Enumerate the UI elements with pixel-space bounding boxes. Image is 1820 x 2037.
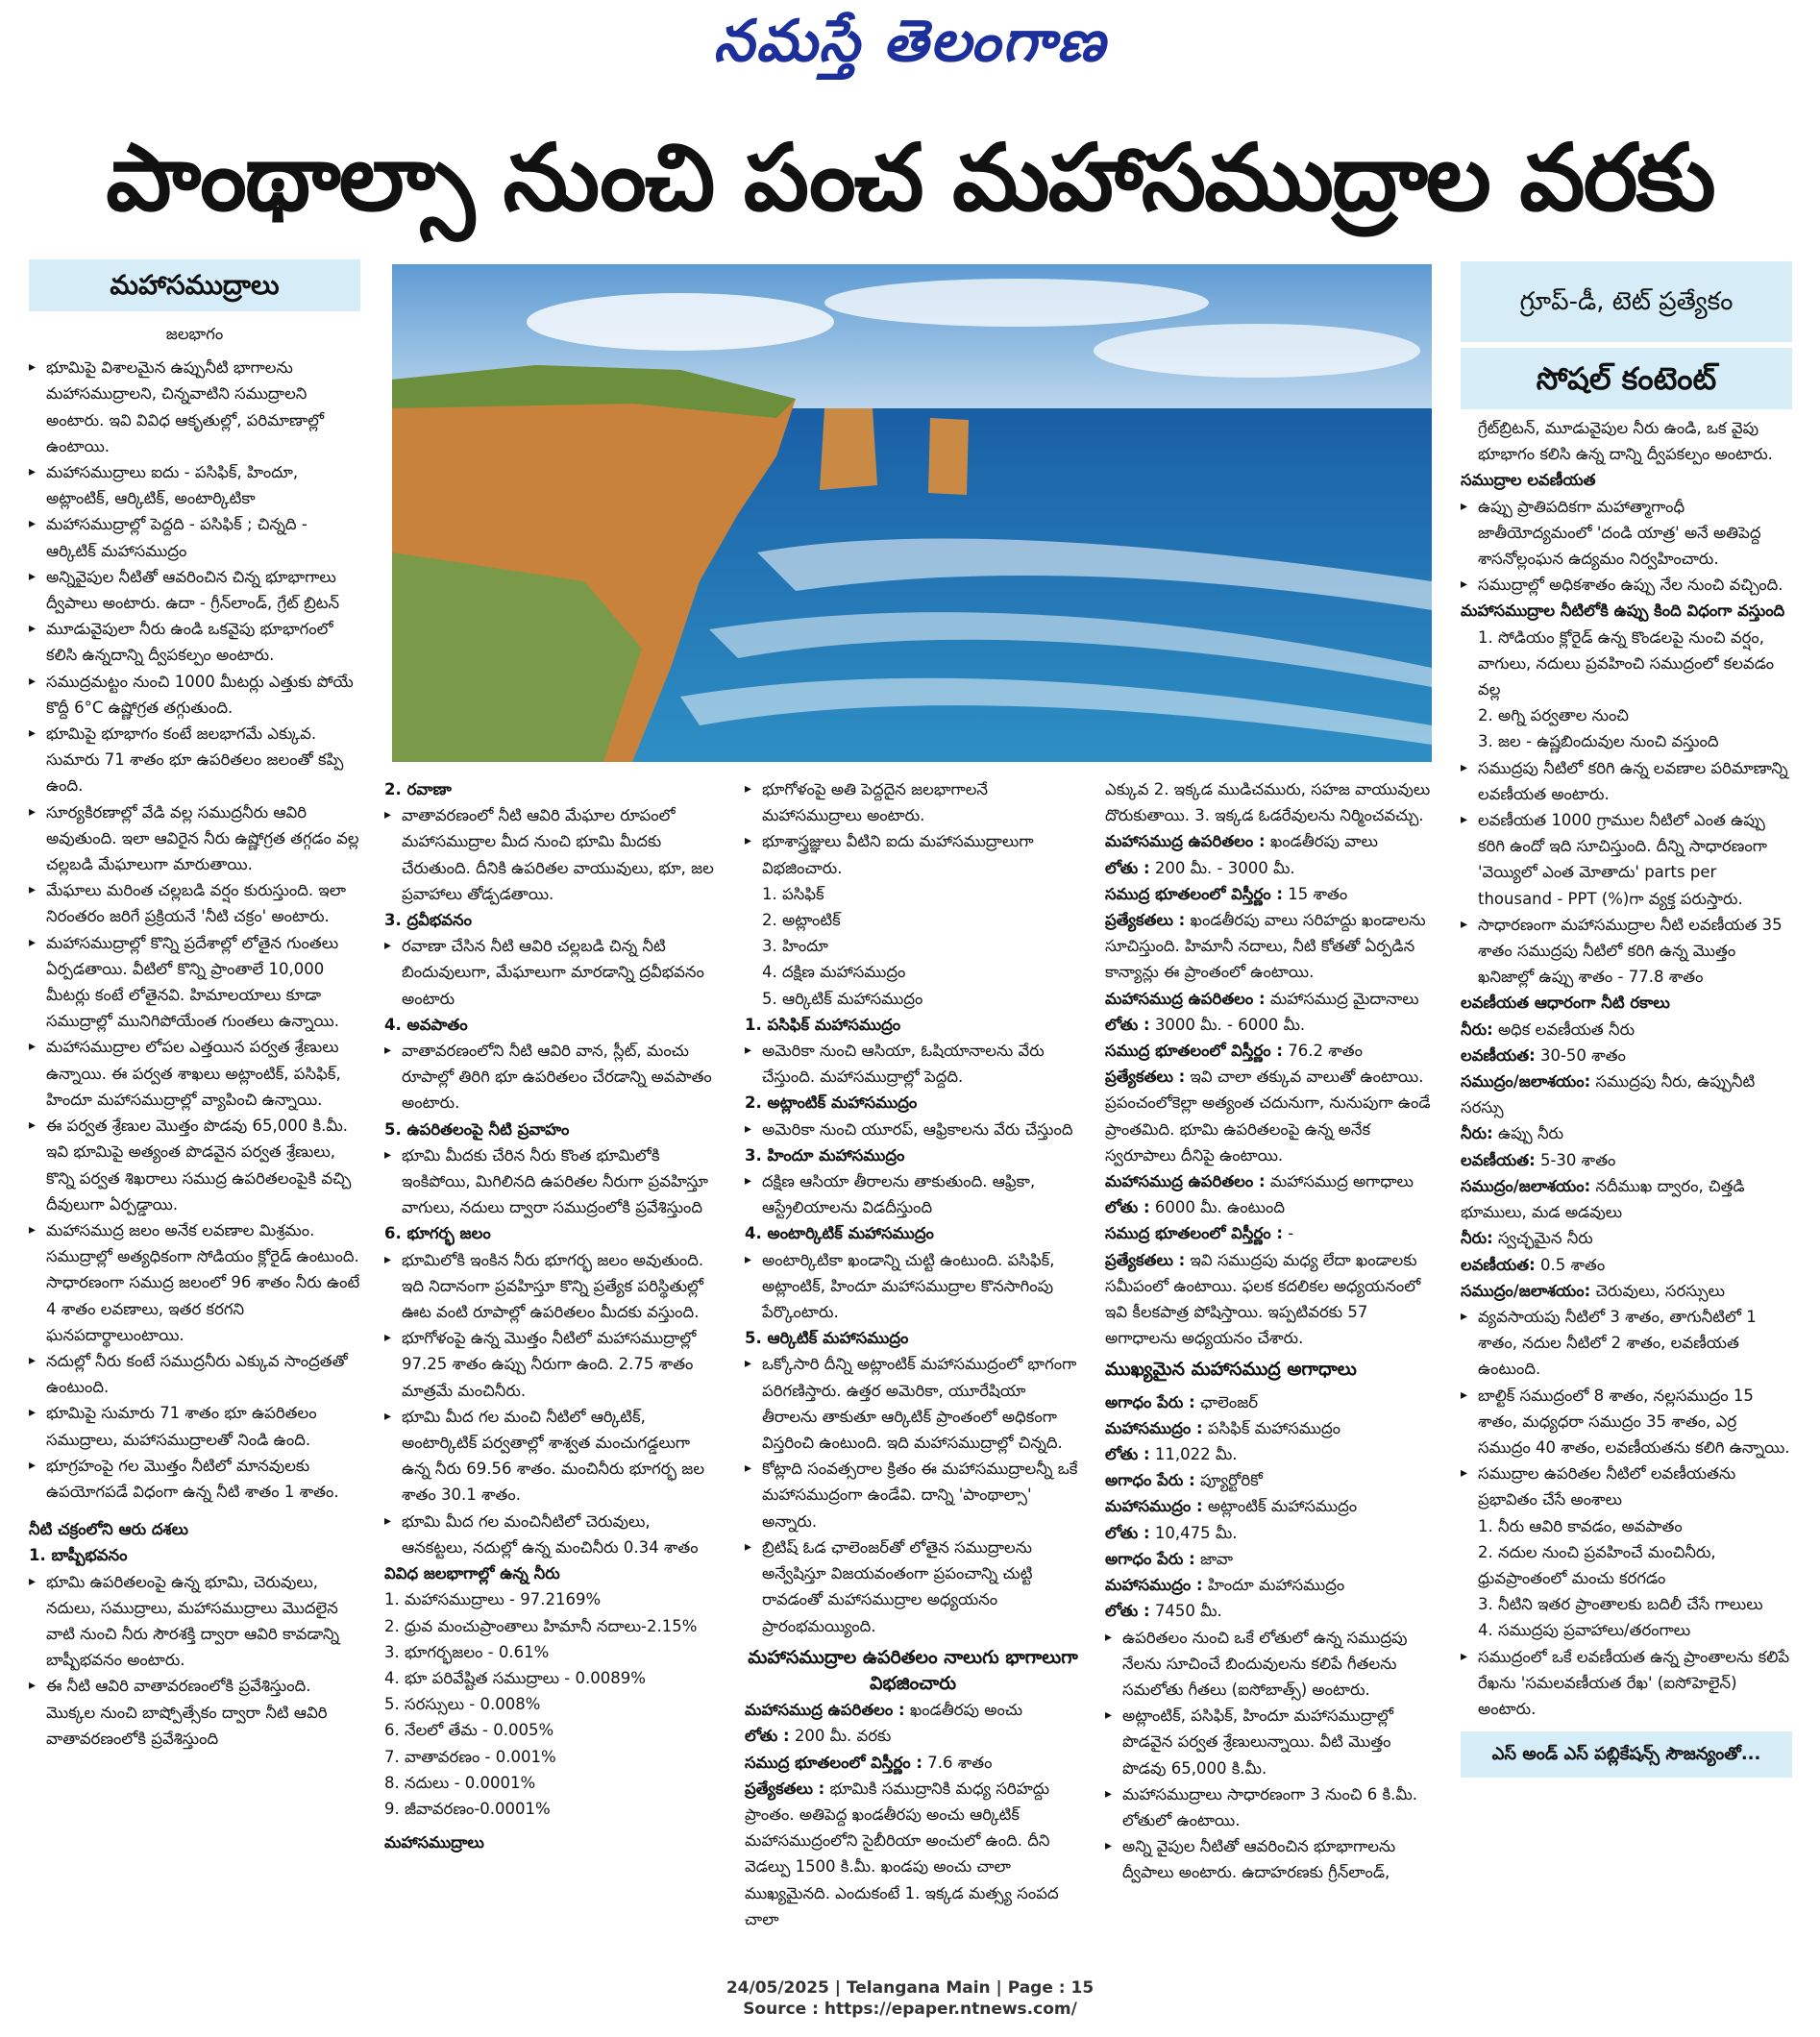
trench-row-value: ఇవి సముద్రపు మధ్య లేదా ఖండాలకు సమీపంలో ఉంటాయి. ఫలక కదలికల అధ్యయనంలో ఇవి కీలకపాత్ర పోషిస్తాయి. ఇప్పటివరకు 57 అగాధాలను అధ్యయనం చేశారు. (1105, 1250, 1421, 1348)
salinity-fact: ▸ సముద్రపు నీటిలో కరిగి ఉన్న లవణాల పరిమాణాన్ని లవణీయత అంటారు. (1461, 755, 1792, 807)
oceans-list (745, 881, 1081, 1012)
isohaline-note (1461, 1644, 1792, 1723)
trench-value: ఛాలెంజర్ (1199, 1392, 1259, 1411)
slope-row-value: ఖండతీరపు వాలు (1269, 832, 1378, 851)
plain-row-value: మహాసముద్ర మైదానాలు (1269, 989, 1419, 1008)
extra-item: ▸ బ్రిటిష్ ఓడ ఛాలెంజర్‌తో లోతైన సముద్రాలను అన్వేషిస్తూ విజయవంతంగా ప్రపంచాన్ని చుట్టి రావడంతో మహాసముద్రాల అధ్యయనం ప్రారంభమయ్యింది. (745, 1534, 1081, 1639)
shelf-row-label: లోతు : (745, 1727, 790, 1746)
col4-item: ▸ అన్ని వైపుల నీటితో ఆవరించిన భూభాగాలను ద్వీపాలు అంటారు. ఉదాహరణకు గ్రీన్‌లాండ్, (1105, 1833, 1437, 1885)
ocean-heading: 4. అంటార్కిటిక్ మహాసముద్రం (745, 1224, 934, 1243)
salinity-facts (1461, 755, 1792, 991)
sources-title: మహాసముద్రాల నీటిలోకి ఉప్పు కింది విధంగా వస్తుంది (1461, 601, 1785, 621)
salinity-list (1461, 494, 1792, 599)
slope-row (1105, 881, 1437, 907)
distribution-item: 8. నదులు - 0.0001% (384, 1773, 536, 1792)
type-row-value: సముద్రపు నీరు, ఉప్పునీటి సరస్సు (1461, 1072, 1756, 1117)
stage-heading: 3. ద్రవీభవనం (384, 911, 472, 930)
division-title: మహాసముద్రాల ఉపరితలం నాలుగు భాగాలుగా విభజించారు (748, 1646, 1078, 1694)
trench-value: హిందూ మహాసముద్రం (1207, 1576, 1345, 1595)
headline: పాంథాల్సా నుంచి పంచ మహాసముద్రాల వరకు (106, 124, 1714, 232)
slope-row-label: లోతు : (1105, 858, 1150, 877)
ocean-text: ▸ ఒక్కోసారి దీన్ని అట్లాంటిక్ మహాసముద్రంలో భాగంగా పరిగణిస్తారు. ఉత్తర అమెరికా, యూరేషియా తీరాలను తాకుతూ ఆర్కిటిక్ ప్రాంతంలో అధికంగా విస్తరించి ఉంటుంది. ఇది మహాసముద్రాల్లో చిన్నది. (745, 1351, 1081, 1456)
stage-item: ▸ భూగోళంపై ఉన్న మొత్తం నీటిలో మహాసముద్రాల్లో 97.25 శాతం ఉప్పు నీరుగా ఉంది. 2.75 శాతం మాత్రమే మంచినీరు. (384, 1325, 721, 1404)
trench-title: ముఖ్యమైన మహాసముద్ర అగాధాలు (1105, 1359, 1357, 1381)
cycle-title: నీటి చక్రంలోని ఆరు దశలు (29, 1520, 189, 1539)
left-list-item: ▸ మేఘాలు మరింత చల్లబడి వర్షం కురుస్తుంది. ఇలా నిరంతరం జరిగే ప్రక్రియనే 'నీటి చక్రం' అంటారు. (29, 877, 360, 929)
distribution-item: 1. మహాసముద్రాలు - 97.2169% (384, 1590, 602, 1609)
type-row (1461, 1147, 1792, 1173)
stage1-title: 1. బాష్పీభవనం (29, 1546, 128, 1565)
left-column (29, 259, 360, 1752)
trench-row (1105, 1168, 1437, 1194)
type-row (1461, 1043, 1792, 1068)
section-title: జలభాగం (165, 325, 224, 343)
continental-slope (1105, 828, 1437, 985)
trench-value: ప్యూర్టోరికో (1199, 1471, 1263, 1490)
stage-heading: 6. భూగర్భ జలం (384, 1224, 491, 1243)
ocean-list-item: 4. దక్షిణ మహాసముద్రం (762, 963, 906, 982)
ocean-text: ▸ అమెరికా నుంచి యూరప్, ఆఫ్రికాలను వేరు చేస్తుంది (745, 1117, 1081, 1142)
plain-row (1105, 1012, 1437, 1038)
type-row (1461, 1068, 1792, 1120)
intro-item: ▸ భూశాస్త్రజ్ఞులు వీటిని ఐదు మహాసముద్రాలుగా విభజించారు. (745, 828, 1081, 880)
type-row-value: ఉప్పు నీరు (1497, 1124, 1564, 1143)
left-box-title: మహాసముద్రాలు (29, 259, 360, 311)
stage-heading: 2. రవాణా (384, 780, 452, 798)
oceans-intro (745, 776, 1081, 881)
stage1-list (29, 1569, 360, 1752)
left-list-item: ▸ భూమిపై విశాలమైన ఉప్పునీటి భాగాలను మహాసముద్రాలని, చిన్నవాటిని సముద్రాలని అంటారు. ఇవి వివిధ ఆకృతుల్లో, పరిమాణాల్లో ఉంటాయి. (29, 355, 360, 459)
trench-value: జావా (1199, 1549, 1234, 1568)
slope-row (1105, 855, 1437, 881)
left-list-item: ▸ భూమిపై భూభాగం కంటే జలభాగమే ఎక్కువ. సుమారు 71 శాతం భూ ఉపరితలం జలంతో కప్పి ఉంది. (29, 721, 360, 799)
stage-heading: 4. అవపాతం (384, 1015, 468, 1034)
type-row-label: నీరు: (1461, 1124, 1493, 1143)
trench-detail (1105, 1389, 1437, 1415)
slope-row-label: మహాసముద్ర ఉపరితలం : (1105, 832, 1266, 851)
social-content-box: సోషల్ కంటెంట్ (1461, 348, 1792, 409)
source-item: 1. సోడియం క్లోరైడ్ ఉన్న కొండలపై నుంచి వర్షం, వాగులు, నదులు ప్రవహించి సముద్రంలో కలవడం వల్ల (1478, 627, 1775, 699)
left-list-item: ▸ మహాసముద్రాల్లో పెద్దది - పసిఫిక్ ; చిన్నది - ఆర్కిటిక్ మహాసముద్రం (29, 511, 360, 563)
salinity-item: ▸ ఉప్పు ప్రాతిపదికగా మహాత్మాగాంధీ జాతీయోద్యమంలో 'దండి యాత్ర' అనే అతిపెద్ద శాసనోల్లంఘన ఉద్యమం నిర్వహించారు. (1461, 494, 1792, 573)
shelf-row-value: 7.6 శాతం (927, 1753, 993, 1772)
stage-heading: 5. ఉపరితలంపై నీటి ప్రవాహం (384, 1119, 570, 1139)
plain-row-label: ప్రత్యేకతలు : (1105, 1068, 1186, 1087)
plain-row-label: మహాసముద్ర ఉపరితలం : (1105, 989, 1266, 1008)
source-item: 3. జల - ఉష్ణబిందువుల నుంచి వస్తుంది (1478, 732, 1719, 751)
type-row-label: సముద్రం/జలాశయం: (1461, 1176, 1591, 1195)
trench-row-label: లోతు : (1105, 1198, 1150, 1217)
trench-detail (1105, 1572, 1437, 1598)
level-item: ▸ బాల్టిక్ సముద్రంలో 8 శాతం, నల్లసముద్రం 15 శాతం, మధ్యధరా సముద్రం 35 శాతం, ఎర్ర సముద్రం 40 శాతం, లవణీయతను కలిగి ఉన్నాయి. (1461, 1383, 1792, 1461)
factor-item: 1. నీరు ఆవిరి కావడం, అవపాతం (1478, 1516, 1683, 1535)
trench-label: అగాధం పేరు : (1105, 1392, 1195, 1411)
trench-detail (1105, 1415, 1437, 1441)
trench-value: 11,022 మీ. (1154, 1445, 1238, 1464)
slope-row-label: సముద్ర భూతలంలో విస్తీర్ణం : (1105, 884, 1283, 903)
col4-item: ▸ ఉపరితలం నుంచి ఒకే లోతులో ఉన్న సముద్రపు నేలను సూచించే బిందువులను కలిపే గీతలను సమలోతు గీతలు (ఐసోబాత్స్) అంటారు. (1105, 1625, 1437, 1704)
col4-item: ▸ అట్లాంటిక్, పసిఫిక్, హిందూ మహాసముద్రాల్లో పొడవైన పర్వత శ్రేణులున్నాయి. వీటి మొత్తం పొడవు 65,000 కి.మీ. (1105, 1703, 1437, 1781)
type-row-value: 0.5 శాతం (1539, 1255, 1606, 1274)
ocean-text: ▸ అమెరికా నుంచి ఆసియా, ఓషియానాలను వేరు చేస్తుంది. మహాసముద్రాల్లో పెద్దది. (745, 1038, 1081, 1090)
left-list-item: ▸ మహాసముద్రాలు ఐదు - పసిఫిక్, హిందూ, అట్లాంటిక్, ఆర్కిటిక్, అంటార్కిటికా (29, 459, 360, 511)
column-four (1105, 776, 1437, 1886)
trench-detail (1105, 1598, 1437, 1624)
trench-value: అట్లాంటిక్ మహాసముద్రం (1207, 1497, 1358, 1516)
type-row-label: నీరు: (1461, 1229, 1493, 1248)
distribution-item: 9. జీవావరణం-0.0001% (384, 1799, 551, 1818)
type-row-label: లవణీయత: (1461, 1150, 1536, 1169)
extra-item: ▸ కోట్లాది సంవత్సరాల క్రితం ఈ మహాసముద్రాలన్నీ ఒకే మహాసముద్రంగా ఉండేవి. దాన్ని 'పాంథాల్సా' అన్నారు. (745, 1456, 1081, 1534)
column-four-items (1105, 1625, 1437, 1886)
trench-detail (1105, 1467, 1437, 1493)
type-row-label: సముద్రం/జలాశయం: (1461, 1072, 1591, 1092)
trench-row-value: 6000 మీ. ఉంటుంది (1154, 1198, 1286, 1217)
trench-value: పసిఫిక్ మహాసముద్రం (1207, 1418, 1341, 1437)
shelf-row (745, 1697, 1081, 1723)
plain-row-label: సముద్ర భూతలంలో విస్తీర్ణం : (1105, 1042, 1283, 1061)
distribution-title: వివిధ జలభాగాల్లో ఉన్న నీరు (384, 1564, 560, 1583)
ocean-list-item: 2. అట్లాంటిక్ (762, 911, 841, 930)
salinity-fact: ▸ సాధారణంగా మహాసముద్రాల నీటి లవణీయత 35 శాతం సముద్రపు నీటిలో కరిగి ఉన్న మొత్తం ఖనిజాల్లో ఉప్పు శాతం - 77.8 శాతం (1461, 912, 1792, 991)
slope-row-value: 15 శాతం (1288, 884, 1348, 903)
shelf-row-label: మహాసముద్ర ఉపరితలం : (745, 1701, 905, 1720)
slope-row-label: ప్రత్యేకతలు : (1105, 911, 1186, 930)
shelf-continuation: ఎక్కువ 2. ఇక్కడ ముడిచమురు, సహజ వాయువులు దొరుకుతాయి. 3. ఇక్కడ ఓడరేవులను నిర్మించవచ్చు. (1105, 780, 1431, 825)
type-row (1461, 1278, 1792, 1304)
type-row (1461, 1252, 1792, 1278)
isohaline-item: ▸ సముద్రంలో ఒకే లవణీయత ఉన్న ప్రాంతాలను కలిపే రేఖను 'సమలవణీయత రేఖ' (ఐసోహెలైన్) అంటారు. (1461, 1644, 1792, 1723)
trench-detail (1105, 1441, 1437, 1467)
masthead-logo: నమస్తే తెలంగాణ (713, 8, 1107, 75)
trench-row-label: ప్రత్యేకతలు : (1105, 1250, 1186, 1269)
footer-source: Source : https://epaper.ntnews.com/ (743, 2000, 1077, 2019)
shelf-row-label: సముద్ర భూతలంలో విస్తీర్ణం : (745, 1753, 922, 1772)
trench-detail (1105, 1493, 1437, 1519)
ocean-text: ▸ అంటార్కిటికా ఖండాన్ని చుట్టి ఉంటుంది. పసిఫిక్, అట్లాంటిక్, హిందూ మహాసముద్రాల కొనసాగింపు పేర్కొంటారు. (745, 1247, 1081, 1326)
salinity-levels (1461, 1304, 1792, 1513)
stage-item: ▸ భూమిలోకి ఇంకిన నీరు భూగర్భ జలం అవుతుంది. ఇది నిదానంగా ప్రవహిస్తూ కొన్ని ప్రత్యేక పరిస్థితుల్లో ఊట వంటి రూపాల్లో ఉపరితలం మీదకు వస్తుంది. (384, 1247, 721, 1326)
type-row-label: నీరు: (1461, 1019, 1493, 1039)
salinity-item: ▸ సముద్రాల్లో అధికశాతం ఉప్పు నేల నుంచి వచ్చింది. (1461, 572, 1792, 598)
trench-detail (1105, 1520, 1437, 1546)
plain-row (1105, 986, 1437, 1012)
plain-row (1105, 1064, 1437, 1168)
factor-item: 2. నదుల నుంచి ప్రవహించే మంచినీరు, ధ్రువప్రాంతంలో మంచు కరగడం (1478, 1542, 1716, 1587)
shelf-row (745, 1750, 1081, 1776)
ocean-list-item: 3. హిందూ (762, 937, 828, 956)
plain-row-label: లోతు : (1105, 1015, 1150, 1034)
stage-item: ▸ రవాణా చేసిన నీటి ఆవిరి చల్లబడి చిన్న నీటి బిందువులుగా, మేఘాలుగా మారడాన్ని ద్రవీభవనం అంటారు (384, 933, 721, 1012)
trench-value: 7450 మీ. (1154, 1602, 1222, 1621)
factor-item: 3. నీటిని ఇతర ప్రాంతాలకు బదిలీ చేసే గాలులు (1478, 1595, 1763, 1614)
shelf-row-value: ఖండతీరపు అంచు (909, 1701, 1023, 1720)
ocean-heading: 3. హిందూ మహాసముద్రం (745, 1145, 905, 1165)
trench-row-label: సముద్ర భూతలంలో విస్తీర్ణం : (1105, 1224, 1283, 1243)
type-row (1461, 1225, 1792, 1251)
trench-label: మహాసముద్రం : (1105, 1576, 1203, 1595)
ocean-heading: 5. ఆర్కిటిక్ మహాసముద్రం (745, 1329, 909, 1348)
left-list-item: ▸ భూగ్రహంపై గల మొత్తం నీటిలో మానవులకు ఉపయోగపడే విధంగా ఉన్న నీటి శాతం 1 శాతం. (29, 1453, 360, 1505)
salinity-title: సముద్రాల లవణీయత (1461, 471, 1596, 490)
right-column (1461, 261, 1792, 1778)
types-title: లవణీయత ఆధారంగా నీటి రకాలు (1461, 994, 1670, 1013)
ocean-heading: 2. అట్లాంటిక్ మహాసముద్రం (745, 1093, 918, 1113)
type-row-value: 30-50 శాతం (1539, 1045, 1626, 1065)
plain-row-value: ఇవి చాలా తక్కువ వాలుతో ఉంటాయి. ప్రపంచంలోకెల్లా అత్యంత చదునుగా, నునుపుగా ఉండే ప్రాంతమిది. భూమి ఉపరితలంపై ఉన్న అనేక స్వరూపాలు దీనిపై ఉంటాయి. (1105, 1068, 1431, 1165)
shelf-row (745, 1723, 1081, 1749)
oceans-title: మహాసముద్రాలు (384, 1833, 484, 1853)
continental-shelf (745, 1697, 1081, 1932)
ocean-heading: 1. పసిఫిక్ మహాసముద్రం (745, 1015, 901, 1034)
right-continuation: గ్రేట్‌బ్రిటన్, మూడువైపుల నీరు ఉండి, ఒక వైపు భూభాగం కలిసి ఉన్న దాన్ని ద్వీపకల్పం అంటారు. (1478, 419, 1773, 464)
footer (0, 1977, 1820, 2020)
type-row (1461, 1173, 1792, 1225)
ocean-list-item: 5. ఆర్కిటిక్ మహాసముద్రం (762, 989, 923, 1008)
trench-list (1105, 1389, 1437, 1625)
trench-row-value: - (1288, 1224, 1294, 1243)
type-row-label: లవణీయత: (1461, 1045, 1536, 1065)
column-two (384, 776, 721, 1855)
stage-item: ▸ భూమి మీద గల మంచినీటిలో చెరువులు, ఆనకట్టలు, నదుల్లో ఉన్న మంచినీరు 0.34 శాతం (384, 1509, 721, 1560)
distribution-item: 7. వాతావరణం - 0.001% (384, 1747, 556, 1766)
trench-label: లోతు : (1105, 1602, 1150, 1621)
stage-item: ▸ భూమి మీదకు చేరిన నీరు కొంత భూమిలోకి ఇంకిపోయి, మిగిలినది ఉపరితల నీరుగా ప్రవహిస్తూ వాగులు, నదులు ద్వారా సముద్రంలోకి ప్రవేశిస్తుంది (384, 1142, 721, 1221)
shelf-row-label: ప్రత్యేకతలు : (745, 1779, 825, 1798)
stage1-item: ▸ ఈ నీటి ఆవిరి వాతావరణంలోకి ప్రవేశిస్తుంది. మొక్కల నుంచి బాష్పోత్సేకం ద్వారా నీటి ఆవిరి వాతావరణంలోకి ప్రవేశిస్తుంది (29, 1673, 360, 1752)
trench-value: 10,475 మీ. (1154, 1523, 1238, 1542)
left-list-item: ▸ ఈ పర్వత శ్రేణుల మొత్తం పొడవు 65,000 కి.మీ. ఇవి భూమిపై అత్యంత పొడవైన పర్వత శ్రేణులు, కొన్ని పర్వత శిఖరాలు సముద్ర ఉపరితలంపైకి వచ్చి దీవులుగా ఏర్పడ్డాయి. (29, 1113, 360, 1217)
type-row-value: 5-30 శాతం (1539, 1150, 1616, 1169)
type-row-value: చెరువులు, సరస్సులు (1595, 1281, 1725, 1300)
type-row (1461, 1120, 1792, 1146)
slope-row (1105, 828, 1437, 854)
trench-row (1105, 1247, 1437, 1352)
salinity-factors (1461, 1513, 1792, 1644)
trench-label: మహాసముద్రం : (1105, 1497, 1203, 1516)
left-list-item: ▸ నదుల్లో నీరు కంటే సముద్రనీరు ఎక్కువ సాంద్రతతో ఉంటుంది. (29, 1348, 360, 1400)
ocean-trench (1105, 1168, 1437, 1351)
level-item: ▸ సముద్రాల ఉపరితల నీటిలో లవణీయతను ప్రభావితం చేసే అంశాలు (1461, 1460, 1792, 1512)
stage-item: ▸ వాతావరణంలో నీటి ఆవిరి మేఘాల రూపంలో మహాసముద్రాల మీద నుంచి భూమి మీదకు చేరుతుంది. దీనికి ఉపరితల వాయువులు, భూ, జల ప్రవాహాలు తోడ్పడతాయి. (384, 802, 721, 907)
water-cycle-stages (384, 776, 721, 1560)
trench-row-label: మహాసముద్ర ఉపరితలం : (1105, 1172, 1266, 1191)
left-list-item: ▸ మూడువైపులా నీరు ఉండి ఒకవైపు భూభాగంలో కలిసి ఉన్నదాన్ని ద్వీపకల్పం అంటారు. (29, 616, 360, 668)
trench-row-value: మహాసముద్ర అగాధాలు (1269, 1172, 1414, 1191)
trench-row (1105, 1220, 1437, 1246)
slope-row (1105, 907, 1437, 986)
type-row-label: లవణీయత: (1461, 1255, 1536, 1274)
trench-label: అగాధం పేరు : (1105, 1549, 1195, 1568)
type-row-value: అధిక లవణీయత నీరు (1497, 1019, 1636, 1039)
plain-row-value: 3000 మీ. - 6000 మీ. (1154, 1015, 1306, 1034)
distribution-item: 2. ధ్రువ మంచుప్రాంతాలు హిమానీ నదాలు-2.15% (384, 1616, 698, 1635)
footer-date: 24/05/2025 | Telangana Main | Page : 15 (726, 1978, 1094, 1998)
distribution-item: 4. భూ పరివేష్టిత సముద్రాలు - 0.0089% (384, 1668, 646, 1687)
distribution-item: 5. సరస్సులు - 0.008% (384, 1695, 541, 1714)
slope-row-value: 200 మీ. - 3000 మీ. (1154, 858, 1295, 877)
left-list-item: ▸ మహాసముద్రాల్లో కొన్ని ప్రదేశాల్లో లోతైన గుంతలు ఏర్పడతాయి. వీటిలో కొన్ని ప్రాంతాలే 10,000 మీటర్లు కంటే లోతైనవి. హిమాలయాలు కూడా సముద్రాల్లో మునిగిపోయేంత గుంతలు ఉన్నాయి. (29, 930, 360, 1035)
ocean-extra (745, 1456, 1081, 1638)
type-row (1461, 1017, 1792, 1043)
col4-item: ▸ మహాసముద్రాలు సాధారణంగా 3 నుంచి 6 కి.మీ. లోతులో ఉంటాయి. (1105, 1781, 1437, 1833)
ocean-list-item: 1. పసిఫిక్ (762, 884, 824, 903)
left-list-item: ▸ మహాసముద్రాల లోపల ఎత్తయిన పర్వత శ్రేణులు ఉన్నాయి. ఈ పర్వత శాఖలు అట్లాంటిక్, పసిఫిక్, హిందూ మహాసముద్రాల్లో వ్యాపించి ఉన్నాయి. (29, 1034, 360, 1113)
left-list-item: ▸ సముద్రమట్టం నుంచి 1000 మీటర్లు ఎత్తుకు పోయే కొద్దీ 6°C ఉష్ణోగ్రత తగ్గుతుంది. (29, 669, 360, 721)
stage-item: ▸ భూమి మీద గల మంచి నీటిలో ఆర్కిటిక్, అంటార్కిటిక్ పర్వతాల్లో శాశ్వత మంచుగడ్డలుగా ఉన్న నీరు 69.56 శాతం. మంచినీరు భూగర్భ జల శాతం 30.1 శాతం. (384, 1404, 721, 1509)
trench-row (1105, 1194, 1437, 1220)
shelf-row-value: భూమికి సముద్రానికి మధ్య సరిహద్దు ప్రాంతం. అతిపెద్ద ఖండతీరపు అంచు ఆర్కిటిక్ మహాసముద్రంలోని సైబీరియా అంచులో ఉంది. దీని వెడల్పు 1500 కి.మీ. ఖండపు అంచు చాలా ముఖ్యమైనది. ఎందుకంటే 1. ఇక్కడ మత్స్య సంపద చాలా (745, 1779, 1059, 1928)
column-three (745, 776, 1081, 1932)
credit-box: ఎస్ అండ్ ఎస్ పబ్లికేషన్స్ సౌజన్యంతో... (1461, 1731, 1792, 1778)
trench-label: లోతు : (1105, 1523, 1150, 1542)
ocean-plain (1105, 986, 1437, 1168)
plain-row-value: 76.2 శాతం (1288, 1042, 1363, 1061)
left-list-item: ▸ మహాసముద్ర జలం అనేక లవణాల మిశ్రమం. సముద్రాల్లో అత్యధికంగా సోడియం క్లోరైడ్ ఉంటుంది. సాధారణంగా సముద్ర జలంలో 96 శాతం నీరు ఉంటే 4 శాతం లవణాలు, ఇతర కరగని ఘనపదార్థాలుంటాయి. (29, 1217, 360, 1348)
distribution-item: 6. నేలలో తేమ - 0.005% (384, 1721, 554, 1740)
left-list-item: ▸ అన్నివైపుల నీటితో ఆవరించిన చిన్న భూభాగాలు ద్వీపాలు అంటారు. ఉదా - గ్రీన్‌లాండ్, గ్రేట్ బ్రిటన్ (29, 564, 360, 616)
salinity-fact: ▸ లవణీయత 1000 గ్రాముల నీటిలో ఎంత ఉప్పు కరిగి ఉందో ఇది సూచిస్తుంది. దీన్ని సాధారణంగా 'వెయ్యిలో ఎంత మోతాదు' parts per thousand - PPT (%)గా వ్యక్త పరుస్తారు. (1461, 807, 1792, 912)
type-row-value: నదీముఖ ద్వారం, చిత్తడి భూములు, మడ అడవులు (1461, 1176, 1745, 1222)
left-list-item: ▸ సూర్యకిరణాల్లో వేడి వల్ల సముద్రనీరు ఆవిరి అవుతుంది. ఇలా ఆవిరైన నీరు ఉష్ణోగ్రత తగ్గడం వల్ల చల్లబడి మేఘాలుగా మారుతాయి. (29, 799, 360, 878)
plain-row (1105, 1038, 1437, 1064)
trench-label: లోతు : (1105, 1445, 1150, 1464)
salt-sources (1461, 625, 1792, 755)
water-types (1461, 1017, 1792, 1304)
trench-detail (1105, 1546, 1437, 1572)
shelf-row-value: 200 మీ. వరకు (794, 1727, 892, 1746)
group-d-box: గ్రూప్-డీ, టెట్ ప్రత్యేకం (1461, 261, 1792, 342)
intro-item: ▸ భూగోళంపై అతి పెద్దదైన జలభాగాలనే మహాసముద్రాలు అంటారు. (745, 776, 1081, 828)
stage1-item: ▸ భూమి ఉపరితలంపై ఉన్న భూమి, చెరువులు, నదులు, సముద్రాలు, మహాసముద్రాలు మొదలైన వాటి నుంచి నీరు సౌరశక్తి ద్వారా ఆవిరి కావడాన్ని బాష్పీభవనం అంటారు. (29, 1569, 360, 1674)
type-row-value: స్వచ్ఛమైన నీరు (1497, 1229, 1593, 1248)
left-item-list (29, 355, 360, 1505)
coastline-photo (392, 264, 1432, 762)
slope-row-value: ఖండతీరపు వాలు సరిహద్దు ఖండాలను సూచిస్తుంది. హిమానీ నదాలు, నీటి కోతతో ఏర్పడిన కాన్యాన్లు ఈ ప్రాంతంలో ఉంటాయి. (1105, 911, 1426, 982)
ocean-details (745, 1012, 1081, 1456)
source-item: 2. అగ్ని పర్వతాల నుంచి (1478, 706, 1629, 725)
left-list-item: ▸ భూమిపై సుమారు 71 శాతం భూ ఉపరితలం సముద్రాలు, మహాసముద్రాలతో నిండి ఉంది. (29, 1400, 360, 1452)
level-item: ▸ వ్యవసాయపు నీటిలో 3 శాతం, తాగునీటిలో 1 శాతం, నదుల నీటిలో 2 శాతం, లవణీయత ఉంటుంది. (1461, 1304, 1792, 1383)
factor-item: 4. సముద్రపు ప్రవాహాలు/తరంగాలు (1478, 1621, 1691, 1640)
coastline-image (392, 264, 1432, 762)
distribution-item: 3. భూగర్భజలం - 0.61% (384, 1642, 550, 1661)
trench-label: మహాసముద్రం : (1105, 1418, 1203, 1437)
trench-label: అగాధం పేరు : (1105, 1471, 1195, 1490)
type-row-label: సముద్రం/జలాశయం: (1461, 1281, 1591, 1300)
stage-item: ▸ వాతావరణంలోని నీటి ఆవిరి వాన, స్లీట్, మంచు రూపాల్లో తిరిగి భూ ఉపరితలం చేరడాన్ని అవపాతం అంటారు. (384, 1038, 721, 1117)
shelf-row (745, 1776, 1081, 1932)
ocean-text: ▸ దక్షిణ ఆసియా తీరాలను తాకుతుంది. ఆఫ్రికా, ఆస్ట్రేలియాలను విడదీస్తుంది (745, 1168, 1081, 1220)
water-distribution-list (384, 1586, 721, 1822)
